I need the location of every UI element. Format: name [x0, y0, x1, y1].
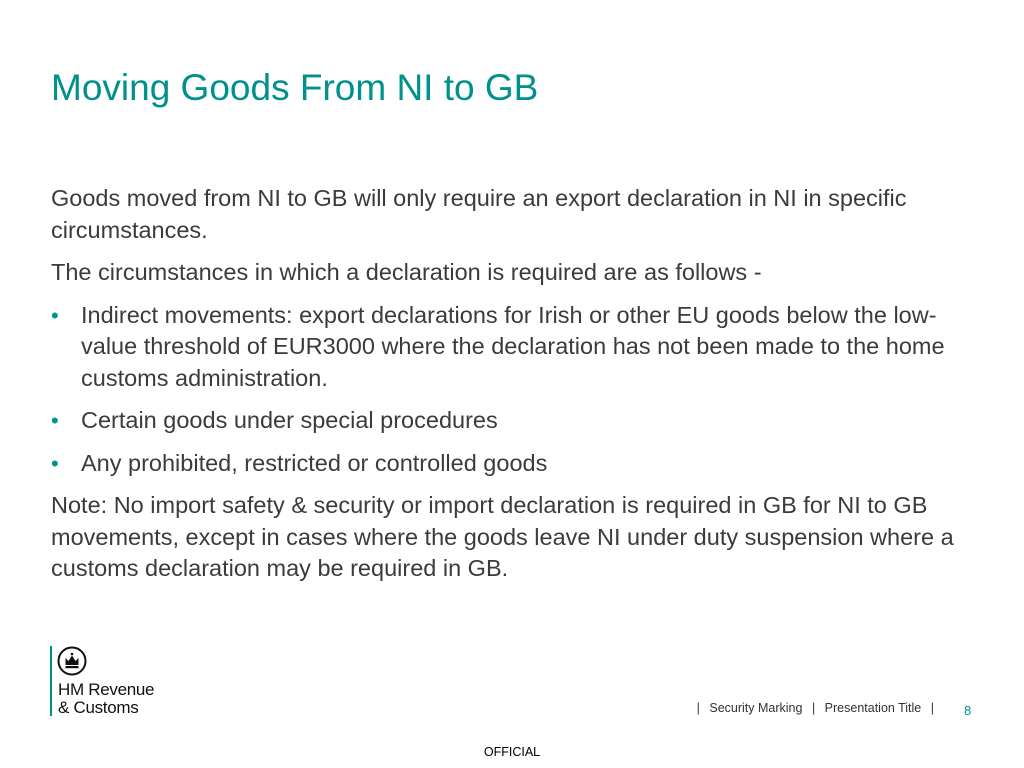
intro-paragraph: Goods moved from NI to GB will only require an export declaration in NI in specific circumstances. [51, 185, 907, 243]
note-paragraph: Note: No import safety & security or import declaration is required in GB for NI to GB movements, except in cases where the goods leave NI under duty suspension where a customs declaration may be required in GB. [51, 492, 954, 581]
footer-separator: | [696, 701, 700, 715]
bullet-list [51, 300, 981, 480]
logo-text-line-1: HM Revenue [58, 680, 155, 699]
hmrc-logo [50, 646, 210, 716]
bullet-text: Any prohibited, restricted or controlled goods [81, 449, 548, 476]
security-marking: Security Marking [709, 701, 803, 715]
bullet-item [51, 300, 981, 395]
logo-rule [50, 646, 52, 716]
footer-separator: | [930, 701, 934, 715]
classification-label: OFFICIAL [483, 745, 541, 759]
footer-meta [691, 701, 940, 715]
bullet-dot-icon: • [51, 302, 59, 328]
crown-crest-icon [57, 646, 87, 676]
bullet-dot-icon: • [51, 408, 59, 433]
slide-body [51, 183, 981, 596]
lead-in-paragraph: The circumstances in which a declaration is required are as follows - [51, 259, 762, 285]
bullet-dot-icon: • [51, 450, 59, 476]
bullet-text: Indirect movements: export declarations for Irish or other EU goods below the low-value threshold of EUR3000 where the declaration has not been made to the home customs administration. [81, 301, 945, 391]
bullet-item [51, 448, 981, 480]
bullet-text: Certain goods under special procedures [81, 407, 498, 433]
footer-separator: | [811, 701, 816, 715]
presentation-title: Presentation Title [824, 701, 922, 715]
logo-text-line-2: & Customs [58, 698, 139, 717]
bullet-item [51, 405, 981, 437]
page-number: 8 [964, 703, 972, 718]
slide-title: Moving Goods From NI to GB [51, 67, 539, 108]
